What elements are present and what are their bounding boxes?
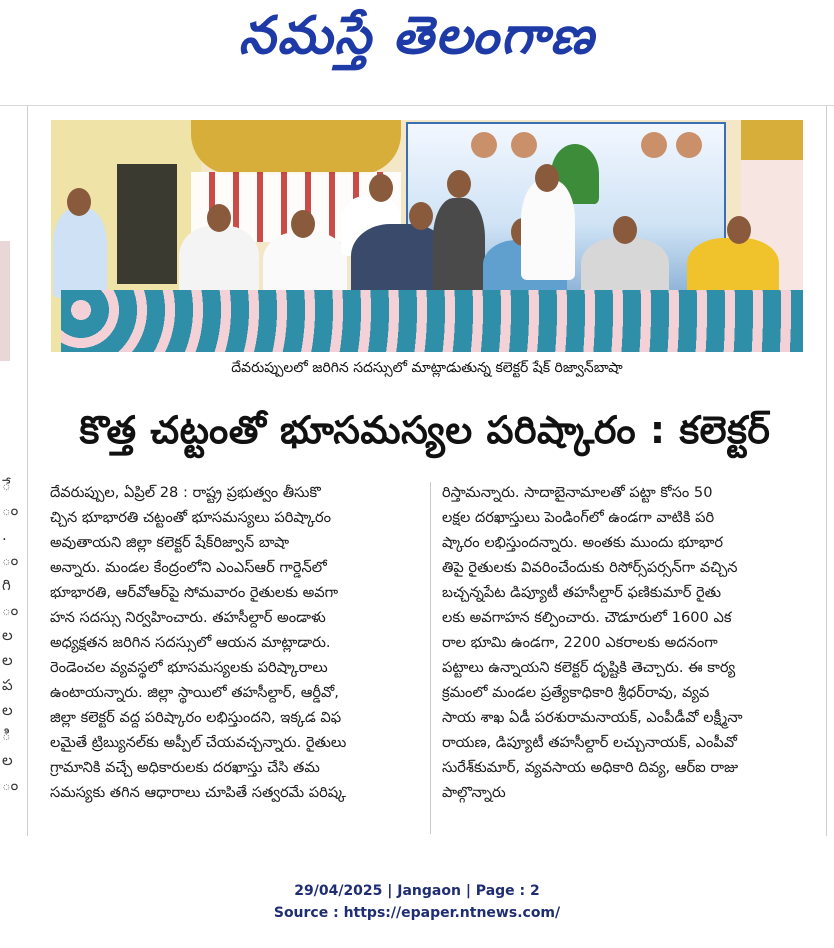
- strip-char: గి: [2, 576, 11, 594]
- article-line: రాల భూమి ఉండగా, 2200 ఎకరాలకు అదనంగా: [442, 634, 718, 651]
- photo-banner-face: [471, 132, 497, 158]
- article-line: పాల్గొన్నారు: [442, 784, 506, 801]
- photo-person-head: [727, 216, 751, 244]
- photo-banner-face: [641, 132, 667, 158]
- photo-person-head: [207, 204, 231, 232]
- article-line: అధ్యక్షతన జరిగిన సదస్సులో ఆయన మాట్లాడారు.: [50, 634, 331, 651]
- photo-person-head: [409, 202, 433, 230]
- article-line: ఉంటాయన్నారు. జిల్లా స్థాయిలో తహసీల్దార్, ఆర్డీవో,: [50, 684, 339, 701]
- photo-door: [117, 164, 177, 284]
- article-line: సురేశ్‌కుమార్, వ్యవసాయ అధికారి దివ్య, ఆర్ఐ రాజు: [442, 759, 739, 776]
- page-footer: [0, 880, 834, 924]
- photo-person-head: [67, 188, 91, 216]
- article-line: సాయ శాఖ ఏడీ పరశురామనాయక్, ఎంపీడీవో లక్ష్మీనా: [442, 709, 743, 726]
- article-line: ష్కారం లభిస్తుందన్నారు. అంతకు ముందు భూభార: [442, 534, 724, 551]
- article-line: చ్చిన భూభారతి చట్టంతో భూసమస్యలు పరిష్కారం: [50, 509, 332, 526]
- article-line: రాయణ, డిప్యూటీ తహసీల్దార్ లచ్చునాయక్, ఎంపీవో: [442, 734, 738, 751]
- photo-banner-face: [676, 132, 702, 158]
- edition-info: 29/04/2025 | Jangaon | Page : 2: [294, 883, 540, 899]
- article-line: దేవరుప్పుల, ఏప్రిల్ 28 : రాష్ట్ర ప్రభుత్వం తీసుకొ: [50, 484, 321, 501]
- article-line: క్రమంలో మండల ప్రత్యేకాధికారి శ్రీధర్‌రావు, వ్యవ: [442, 684, 710, 701]
- adjacent-photo-edge: [0, 241, 10, 361]
- photo-banner-face: [511, 132, 537, 158]
- photo-person-head: [447, 170, 471, 198]
- strip-char: ల: [2, 701, 13, 719]
- article-line: పట్టాలు ఉన్నాయని కలెక్టర్ దృష్టికి తెచ్చారు. ఈ కార్య: [442, 659, 736, 676]
- strip-char: ం: [2, 551, 19, 569]
- photo-table-cloth: [61, 290, 803, 352]
- strip-char: ి: [2, 726, 11, 744]
- strip-char: ం: [2, 776, 19, 794]
- strip-char: ప: [2, 676, 13, 694]
- photo-person-head: [369, 174, 393, 202]
- news-photo: [51, 120, 803, 352]
- article-line: జిల్లా కలెక్టర్ వద్ద పరిష్కారం లభిస్తుందని, ఇక్కడ విఫ: [50, 709, 342, 726]
- article-line: లక్షల దరఖాస్తులు పెండింగ్‌లో ఉండగా వాటికి పరి: [442, 509, 715, 526]
- photo-person-head: [291, 210, 315, 238]
- photo-person: [433, 198, 485, 298]
- adjacent-article-strip: [0, 106, 28, 836]
- article-line: అన్నారు. మండల కేంద్రంలోని ఎంఎస్‌ఆర్ గార్డెన్‌లో: [50, 559, 327, 576]
- article-line: బచ్చన్నపేట డిప్యూటీ తహసీల్దార్ ఫణికుమార్ రైతు: [442, 584, 722, 601]
- photo-golden-arch: [191, 120, 401, 174]
- strip-char: ల: [2, 751, 13, 769]
- strip-char: ం: [2, 501, 19, 519]
- article-column-left: [50, 480, 420, 840]
- photo-person: [521, 180, 575, 280]
- article-line: భూభారతి, ఆర్‌వోఆర్‌పై సోమవారం రైతులకు అవగా: [50, 584, 339, 601]
- strip-char: ల: [2, 651, 13, 669]
- strip-char: ే: [2, 476, 11, 494]
- photo-person-head: [535, 164, 559, 192]
- article-line: హన సదస్సు నిర్వహించారు. తహసీల్దార్ అండాళు: [50, 609, 326, 626]
- strip-char: .: [2, 526, 7, 544]
- article-headline: కొత్త చట్టంతో భూసమస్యల పరిష్కారం : కలెక్టర్: [79, 408, 771, 452]
- article-column-right: [442, 480, 812, 840]
- photo-person: [53, 208, 107, 298]
- article-line: రిస్తామన్నారు. సాదాబైనామాలతో పట్టా కోసం 50: [442, 484, 713, 501]
- masthead: [0, 0, 834, 106]
- article-line: లమైతే ట్రిబ్యునల్‌కు అప్పీల్ చేయవచ్చన్నారు. రైతులు: [50, 734, 347, 751]
- photo-caption: దేవరుప్పులలో జరిగిన సదస్సులో మాట్లాడుతున్న కలెక్టర్ షేక్ రిజ్వాన్‌బాషా: [231, 360, 623, 376]
- article-line: అవుతాయని జిల్లా కలెక్టర్ షేక్‌రిజ్వాన్ బాషా: [50, 534, 290, 551]
- page-right-border: [826, 106, 827, 836]
- article-line: సమస్యకు తగిన ఆధారాలు చూపితే సత్వరమే పరిష్క: [50, 784, 346, 801]
- column-divider: [430, 482, 431, 834]
- strip-char: ం: [2, 601, 19, 619]
- article-line: తిపై రైతులకు వివరించేందుకు రిసోర్స్‌పర్సన్‌గా వచ్చిన: [442, 559, 738, 576]
- source-link[interactable]: Source : https://epaper.ntnews.com/: [273, 905, 561, 921]
- newspaper-logo: నమస్తే తెలంగాణ: [238, 6, 596, 66]
- article-line: రెండెంచల వ్యవస్థలో భూసమస్యలకు పరిష్కారాలు: [50, 659, 328, 676]
- photo-person-head: [613, 216, 637, 244]
- article-line: లకు అవగాహన కల్పించారు. చౌడూరులో 1600 ఎక: [442, 609, 732, 626]
- strip-char: ల: [2, 626, 13, 644]
- article-line: గ్రామానికి వచ్చే అధికారులకు దరఖాస్తు చేసి తమ: [50, 759, 320, 776]
